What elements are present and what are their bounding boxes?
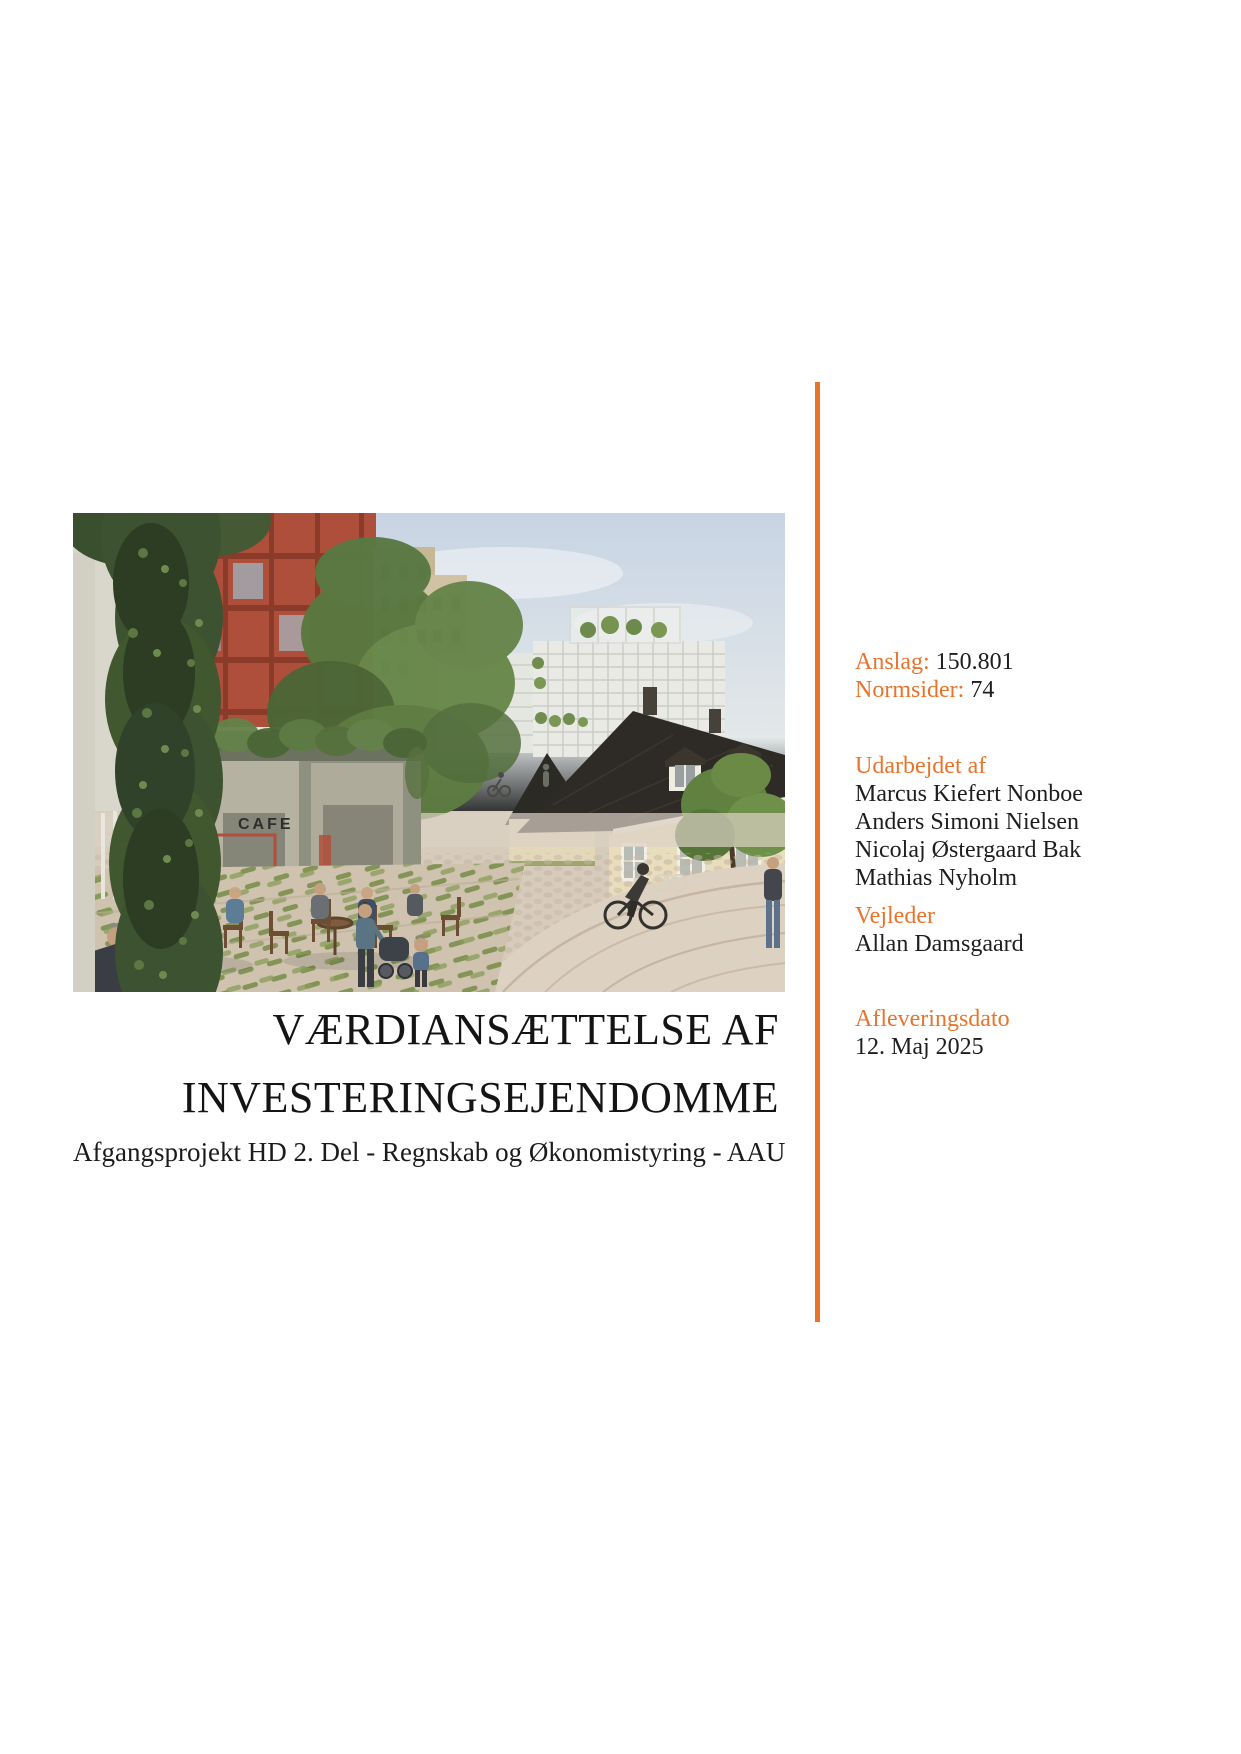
submission-date: 12. Maj 2025 (855, 1034, 984, 1060)
author-name: Nicolaj Østergaard Bak (855, 837, 1082, 863)
title-block (73, 996, 786, 1168)
supervisor-heading: Vejleder (855, 903, 935, 929)
date-section (855, 1005, 1185, 1061)
normsider-value: 74 (970, 677, 995, 703)
meta-column (855, 648, 1185, 1061)
anslag-line (855, 648, 1185, 676)
subtitle: Afgangsprojekt HD 2. Del - Regnskab og Økonomistyring - AAU (73, 1137, 786, 1167)
vertical-divider (815, 382, 820, 1322)
cafe-sign-text: CAFE (238, 816, 294, 833)
normsider-line (855, 676, 1185, 704)
anslag-value: 150.801 (935, 649, 1014, 675)
authors-section (855, 752, 1185, 892)
normsider-label: Normsider: (855, 677, 965, 703)
author-name: Marcus Kiefert Nonboe (855, 781, 1083, 807)
title-line-2: INVESTERINGSEJENDOMME (181, 1073, 779, 1122)
anslag-label: Anslag: (855, 649, 930, 675)
supervisor-section (855, 902, 1185, 958)
stats-section (855, 648, 1185, 704)
supervisor-name: Allan Damsgaard (855, 931, 1024, 957)
date-heading: Afleveringsdato (855, 1006, 1010, 1032)
title-line-1: VÆRDIANSÆTTELSE AF (272, 1005, 779, 1054)
author-name: Anders Simoni Nielsen (855, 809, 1079, 835)
author-name: Mathias Nyholm (855, 865, 1017, 891)
cover-photo (73, 513, 785, 992)
authors-heading: Udarbejdet af (855, 753, 987, 779)
